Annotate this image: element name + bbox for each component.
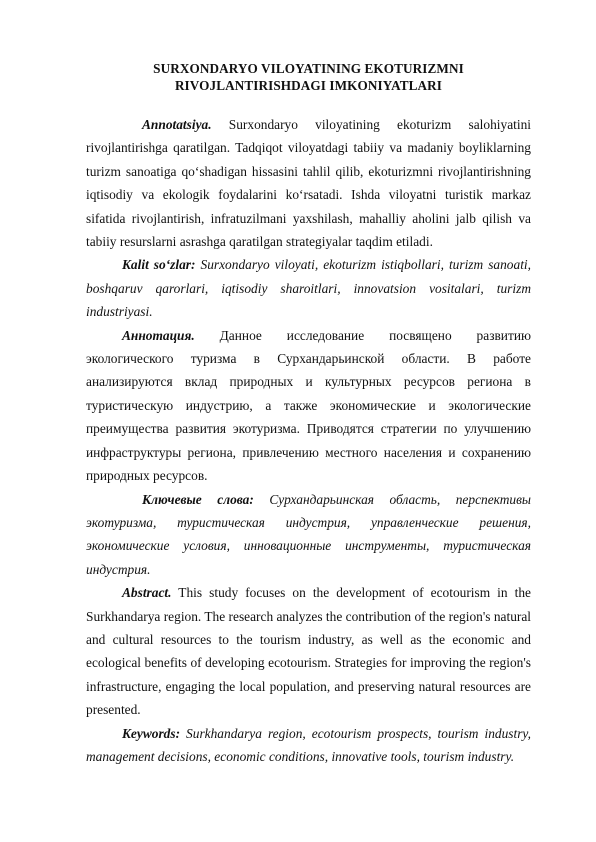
keywords-uz-label: Kalit so‘zlar:: [122, 257, 196, 273]
annotation-ru-text: Данное исследование посвящено развитию экологического туризма в Сурхандарьинской области. В работе анализируются вклад природных и культурных ресурсов региона в туристическую индустрию, а также экономические и экологические преимущества развития экотуризма. Приводятся стратегии по улучшению инфраструктуры региона, привлечению местного населения и сохранению природных ресурсов.: [86, 327, 531, 484]
keywords-en-text: Surkhandarya region, ecotourism prospects, tourism industry, management decisions, economic conditions, innovative tools, tourism industry.: [86, 725, 531, 764]
keywords-ru-text: Сурхандарьинская область, перспективы экотуризма, туристическая индустрия, управленческие решения, экономические условия, инновационные инструменты, туристическая индустрия.: [86, 491, 531, 577]
annotation-uz-label: Annotatsiya.: [142, 117, 212, 132]
abstract-en-text: This study focuses on the development of ecotourism in the Surkhandarya region. The research analyzes the contribution of the region's natural and cultural resources to the tourism industry, as well as the economic and ecological benefits of developing ecotourism. Strategies for improving the region's infrastructure, engaging the local population, and preserving natural resources are presented.: [86, 585, 532, 718]
keywords-uz: [86, 253, 531, 323]
annotation-ru: [86, 324, 531, 488]
annotation-uz-text: Surxondaryo viloyatining ekoturizm salohiyatini rivojlantirishga qaratilgan. Tadqiqot viloyatdagi tabiiy va madaniy boyliklarning turizm sanoatiga qo‘shadigan hissasini tahlil qilib, ekoturizmni rivojlantirishning iqtisodiy va ekologik foydalarini ko‘rsatadi. Ishda viloyatni turistik markaz sifatida rivojlantirish, infratuzilmani yaxshilash, mahalliy aholini jalb qilish va tabiiy resurslarni asrashga qaratilgan strategiyalar taqdim etiladi.: [86, 117, 531, 250]
annotation-uz: [86, 113, 531, 253]
paper-title: [86, 60, 531, 94]
keywords-en: [86, 722, 531, 769]
keywords-ru: [86, 488, 531, 582]
title-line-1: SURXONDARYO VILOYATINING EKOTURIZMNI: [153, 61, 464, 76]
abstract-en-label: Abstract.: [122, 585, 172, 601]
paper-page: [86, 60, 531, 768]
keywords-ru-label: Ключевые слова:: [142, 491, 254, 507]
annotation-ru-label: Аннотация.: [122, 327, 195, 343]
keywords-uz-text: Surxondaryo viloyati, ekoturizm istiqbollari, turizm sanoati, boshqaruv qarorlari, iqtisodiy sharoitlari, innovatsion vositalari, turizm industriyasi.: [86, 257, 531, 320]
title-line-2: RIVOJLANTIRISHDAGI IMKONIYATLARI: [174, 78, 443, 93]
keywords-en-label: Keywords:: [122, 725, 181, 741]
abstract-en: [86, 581, 531, 721]
